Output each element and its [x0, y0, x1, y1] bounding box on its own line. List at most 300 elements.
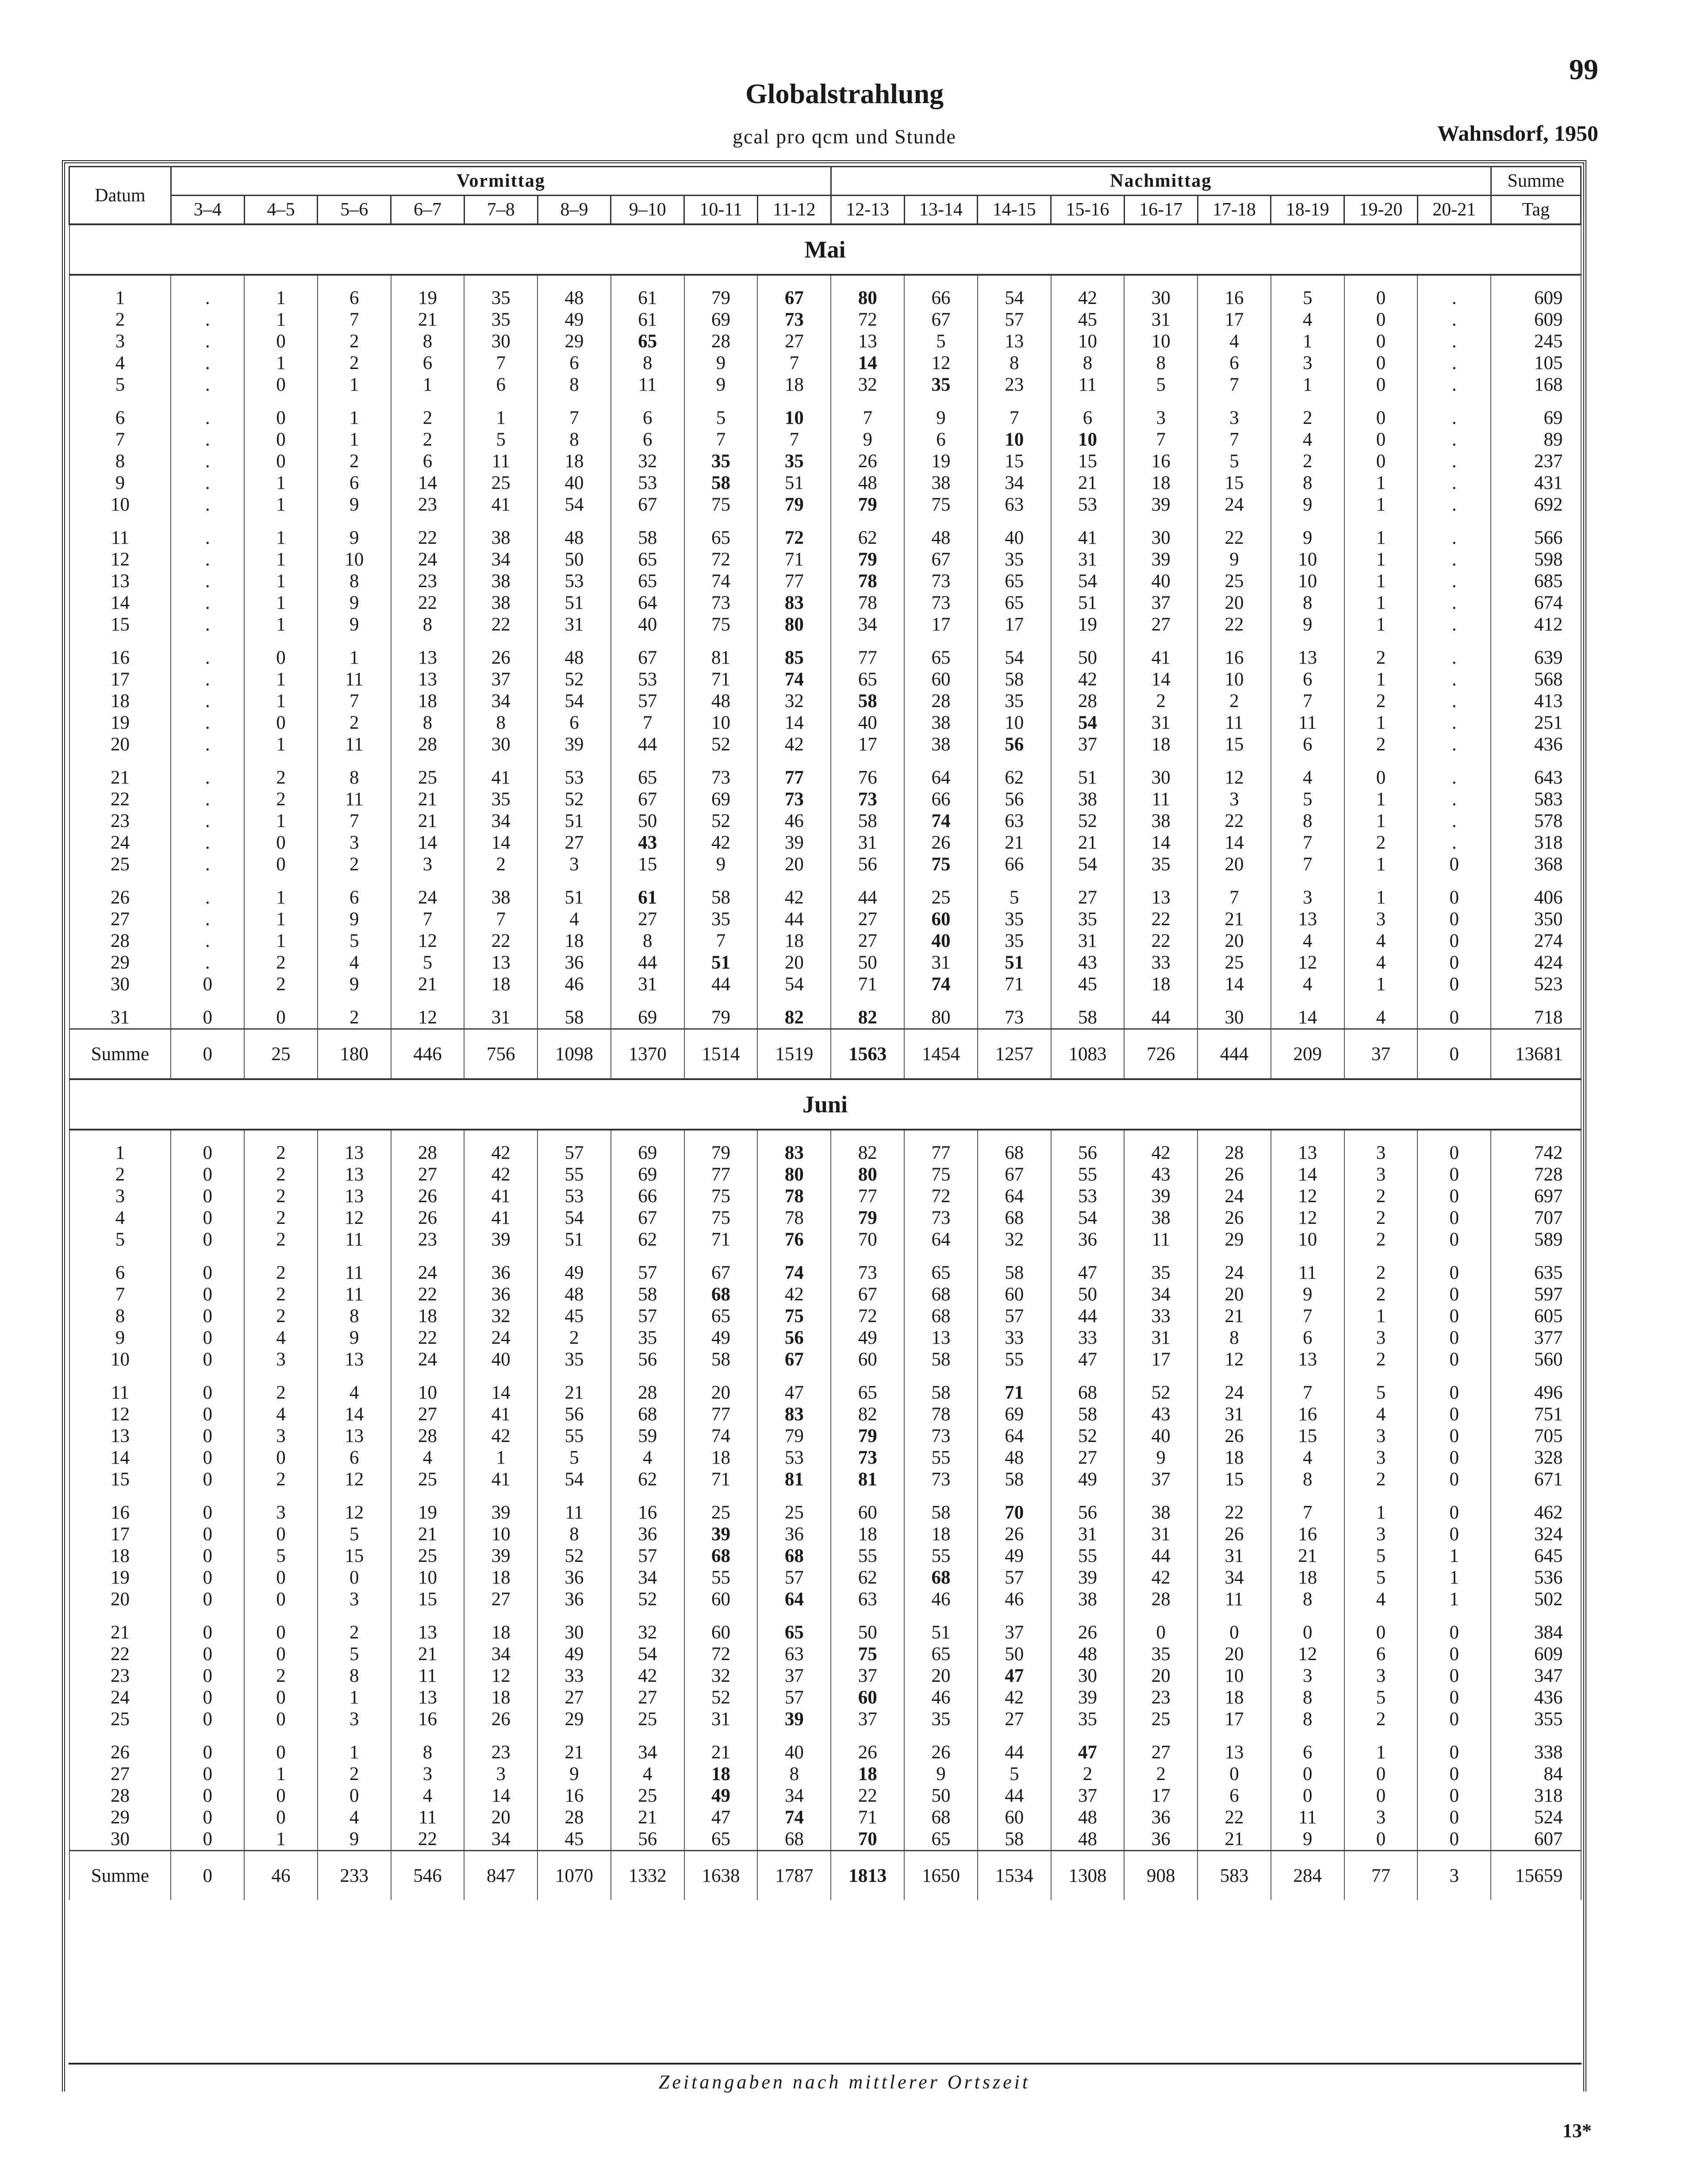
day-total-cell: 697	[1491, 1185, 1581, 1207]
day-total-cell: 671	[1491, 1469, 1581, 1490]
value-cell: 80	[757, 614, 831, 635]
day-total-cell: 536	[1491, 1567, 1581, 1588]
value-cell: 25	[1198, 570, 1271, 592]
value-cell: 1	[1344, 614, 1418, 635]
value-cell: 44	[1051, 1305, 1125, 1327]
date-cell: 17	[69, 1523, 171, 1545]
value-cell: 20	[757, 952, 831, 973]
value-cell: 35	[464, 309, 537, 331]
value-cell: 0	[1344, 450, 1418, 472]
value-cell: 39	[684, 1523, 758, 1545]
value-cell: 1	[244, 669, 318, 690]
table-row	[69, 1305, 1581, 1327]
date-cell: 28	[69, 930, 171, 952]
date-cell: 1	[69, 287, 171, 309]
value-cell: 21	[684, 1742, 758, 1763]
value-cell: 51	[757, 472, 831, 494]
value-cell: 9	[1271, 527, 1344, 549]
sum-cell: 77	[1344, 1851, 1418, 1900]
value-cell: 35	[1124, 1262, 1198, 1284]
value-cell: 15	[978, 450, 1051, 472]
table-row	[69, 1207, 1581, 1229]
value-cell: .	[171, 952, 244, 973]
value-cell: 13	[1271, 1349, 1344, 1370]
value-cell: 50	[611, 810, 684, 832]
value-cell: 57	[611, 1545, 684, 1567]
value-cell: 44	[831, 887, 904, 908]
value-cell: 81	[831, 1469, 904, 1490]
value-cell: .	[171, 494, 244, 515]
value-cell: 2	[318, 1007, 391, 1029]
value-cell: 13	[1198, 1742, 1271, 1763]
value-cell: 60	[684, 1588, 758, 1610]
value-cell: 12	[1271, 1207, 1344, 1229]
value-cell: 20	[1124, 1665, 1198, 1687]
value-cell: 13	[391, 669, 464, 690]
value-cell: 34	[464, 1643, 537, 1665]
value-cell: 22	[1198, 810, 1271, 832]
day-total-cell: 523	[1491, 973, 1581, 995]
table-row	[69, 1142, 1581, 1164]
value-cell: 73	[904, 1469, 978, 1490]
value-cell: 34	[1198, 1567, 1271, 1588]
value-cell: 5	[1344, 1382, 1418, 1403]
value-cell: 0	[171, 1502, 244, 1523]
value-cell: 0	[244, 712, 318, 734]
value-cell: 48	[684, 690, 758, 712]
value-cell: 54	[537, 1207, 611, 1229]
value-cell: 34	[611, 1742, 684, 1763]
value-cell: 9	[318, 1828, 391, 1851]
value-cell: 54	[1051, 570, 1125, 592]
value-cell: 2	[1344, 1229, 1418, 1250]
value-cell: 1	[244, 734, 318, 755]
value-cell: 0	[1417, 930, 1491, 952]
value-cell: 2	[244, 1164, 318, 1185]
value-cell: .	[1417, 788, 1491, 810]
table-row	[69, 1425, 1581, 1447]
hour-header-row	[69, 196, 1581, 225]
value-cell: 13	[1271, 647, 1344, 669]
value-cell: 2	[244, 952, 318, 973]
table-row	[69, 712, 1581, 734]
value-cell: 71	[684, 669, 758, 690]
value-cell: 27	[1051, 1447, 1125, 1469]
value-cell: 40	[1124, 570, 1198, 592]
value-cell: 16	[611, 1502, 684, 1523]
value-cell: 65	[757, 1622, 831, 1643]
value-cell: 15	[1051, 450, 1125, 472]
value-cell: 9	[318, 592, 391, 614]
value-cell: 12	[391, 930, 464, 952]
value-cell: 0	[244, 1567, 318, 1588]
value-cell: 11	[391, 1665, 464, 1687]
value-cell: 2	[244, 1207, 318, 1229]
day-total-cell: 598	[1491, 549, 1581, 570]
value-cell: 53	[611, 472, 684, 494]
nachmittag-header: Nachmittag	[831, 167, 1491, 196]
value-cell: 55	[1051, 1164, 1125, 1185]
value-cell: 14	[831, 352, 904, 374]
value-cell: 73	[904, 1207, 978, 1229]
value-cell: 57	[611, 1305, 684, 1327]
value-cell: 11	[1051, 374, 1125, 396]
value-cell: 28	[684, 331, 758, 352]
value-cell: 0	[171, 1588, 244, 1610]
value-cell: 68	[684, 1545, 758, 1567]
value-cell: 58	[904, 1382, 978, 1403]
day-total-cell: 597	[1491, 1284, 1581, 1305]
table-row	[69, 1327, 1581, 1349]
value-cell: 19	[391, 1502, 464, 1523]
value-cell: 52	[1051, 810, 1125, 832]
date-cell: 28	[69, 1785, 171, 1807]
value-cell: 20	[904, 1665, 978, 1687]
value-cell: 42	[464, 1164, 537, 1185]
value-cell: 0	[1417, 1284, 1491, 1305]
sum-cell: 25	[244, 1029, 318, 1080]
value-cell: 14	[1198, 973, 1271, 995]
value-cell: 69	[684, 788, 758, 810]
value-cell: 33	[1051, 1327, 1125, 1349]
sum-cell: 1070	[537, 1851, 611, 1900]
value-cell: 13	[1124, 887, 1198, 908]
value-cell: 39	[1051, 1567, 1125, 1588]
tag-header: Tag	[1491, 196, 1581, 225]
value-cell: 21	[978, 832, 1051, 854]
value-cell: .	[171, 854, 244, 875]
value-cell: 2	[1344, 1349, 1418, 1370]
value-cell: 67	[757, 287, 831, 309]
day-total-cell: 609	[1491, 1643, 1581, 1665]
value-cell: 73	[904, 570, 978, 592]
value-cell: 33	[1124, 1305, 1198, 1327]
value-cell: 74	[684, 570, 758, 592]
value-cell: 59	[611, 1425, 684, 1447]
date-cell: 10	[69, 1349, 171, 1370]
value-cell: 54	[537, 494, 611, 515]
value-cell: 1	[244, 472, 318, 494]
value-cell: 6	[1271, 1742, 1344, 1763]
value-cell: 27	[1124, 614, 1198, 635]
value-cell: 58	[831, 690, 904, 712]
date-cell: 15	[69, 614, 171, 635]
value-cell: 8	[1271, 810, 1344, 832]
table-row	[69, 1828, 1581, 1851]
value-cell: 43	[1124, 1164, 1198, 1185]
value-cell: 1	[1344, 494, 1418, 515]
sum-cell: 3	[1417, 1851, 1491, 1900]
value-cell: 78	[831, 570, 904, 592]
value-cell: 25	[684, 1502, 758, 1523]
value-cell: 26	[1198, 1207, 1271, 1229]
value-cell: 73	[978, 1007, 1051, 1029]
value-cell: 0	[1344, 429, 1418, 450]
value-cell: 0	[1344, 1622, 1418, 1643]
value-cell: 0	[244, 1807, 318, 1828]
value-cell: 17	[1124, 1349, 1198, 1370]
value-cell: 3	[464, 1763, 537, 1785]
value-cell: 38	[904, 712, 978, 734]
value-cell: 0	[171, 1665, 244, 1687]
sum-cell: 446	[391, 1029, 464, 1080]
value-cell: 10	[1198, 1665, 1271, 1687]
value-cell: 58	[611, 1284, 684, 1305]
value-cell: 75	[904, 1164, 978, 1185]
value-cell: 2	[244, 767, 318, 788]
value-cell: 32	[684, 1665, 758, 1687]
value-cell: 5	[1124, 374, 1198, 396]
value-cell: 40	[757, 1742, 831, 1763]
value-cell: 4	[1198, 331, 1271, 352]
value-cell: 3	[318, 832, 391, 854]
value-cell: 64	[978, 1185, 1051, 1207]
value-cell: 4	[1344, 930, 1418, 952]
day-total-cell: 168	[1491, 374, 1581, 396]
value-cell: 0	[1417, 1469, 1491, 1490]
sum-cell: 180	[318, 1029, 391, 1080]
value-cell: 60	[684, 1622, 758, 1643]
value-cell: .	[1417, 832, 1491, 854]
value-cell: 5	[537, 1447, 611, 1469]
value-cell: 58	[537, 1007, 611, 1029]
value-cell: 2	[244, 1665, 318, 1687]
hour-header: 20-21	[1417, 196, 1491, 225]
value-cell: .	[1417, 810, 1491, 832]
sum-cell: 37	[1344, 1029, 1418, 1080]
value-cell: 60	[904, 669, 978, 690]
value-cell: 1	[244, 614, 318, 635]
value-cell: 67	[904, 549, 978, 570]
day-total-cell: 84	[1491, 1763, 1581, 1785]
value-cell: 17	[831, 734, 904, 755]
sum-cell: 1787	[757, 1851, 831, 1900]
value-cell: 64	[978, 1425, 1051, 1447]
date-cell: 22	[69, 1643, 171, 1665]
value-cell: 25	[1198, 952, 1271, 973]
value-cell: 7	[537, 407, 611, 429]
table-row	[69, 592, 1581, 614]
value-cell: 1	[244, 810, 318, 832]
value-cell: 15	[1271, 1425, 1344, 1447]
day-total-cell: 324	[1491, 1523, 1581, 1545]
date-cell: 8	[69, 1305, 171, 1327]
date-cell: 23	[69, 810, 171, 832]
sum-cell: 1813	[831, 1851, 904, 1900]
day-total-cell: 583	[1491, 788, 1581, 810]
value-cell: .	[171, 592, 244, 614]
value-cell: 47	[1051, 1262, 1125, 1284]
value-cell: 2	[244, 1142, 318, 1164]
value-cell: 0	[1417, 1142, 1491, 1164]
value-cell: 52	[684, 1687, 758, 1708]
value-cell: .	[171, 647, 244, 669]
value-cell: 13	[1271, 1142, 1344, 1164]
value-cell: 35	[1051, 1708, 1125, 1730]
value-cell: 67	[611, 647, 684, 669]
hour-header: 19-20	[1344, 196, 1418, 225]
value-cell: 34	[831, 614, 904, 635]
value-cell: 0	[1417, 973, 1491, 995]
value-cell: 22	[391, 1284, 464, 1305]
value-cell: 5	[318, 1643, 391, 1665]
value-cell: 34	[464, 810, 537, 832]
date-cell: 26	[69, 1742, 171, 1763]
value-cell: 0	[1417, 1447, 1491, 1469]
value-cell: 67	[978, 1164, 1051, 1185]
value-cell: 30	[1124, 767, 1198, 788]
value-cell: .	[171, 352, 244, 374]
value-cell: 75	[904, 494, 978, 515]
value-cell: 0	[1417, 1349, 1491, 1370]
value-cell: 1	[464, 407, 537, 429]
value-cell: 73	[904, 1425, 978, 1447]
value-cell: 0	[171, 1349, 244, 1370]
value-cell: 20	[1198, 592, 1271, 614]
value-cell: 0	[1417, 1622, 1491, 1643]
value-cell: 38	[1124, 1207, 1198, 1229]
value-cell: 58	[904, 1502, 978, 1523]
hour-header: 15-16	[1051, 196, 1125, 225]
value-cell: 44	[1124, 1545, 1198, 1567]
value-cell: 2	[244, 1382, 318, 1403]
value-cell: 52	[684, 810, 758, 832]
value-cell: 10	[978, 429, 1051, 450]
value-cell: 3	[1271, 352, 1344, 374]
table-row	[69, 832, 1581, 854]
value-cell: 64	[904, 767, 978, 788]
value-cell: 18	[1271, 1567, 1344, 1588]
value-cell: 57	[537, 1142, 611, 1164]
value-cell: 65	[978, 592, 1051, 614]
value-cell: 14	[1198, 832, 1271, 854]
value-cell: 28	[391, 734, 464, 755]
day-total-cell: 251	[1491, 712, 1581, 734]
value-cell: 63	[831, 1588, 904, 1610]
value-cell: 40	[611, 614, 684, 635]
date-cell: 9	[69, 472, 171, 494]
value-cell: 0	[171, 1828, 244, 1851]
value-cell: 55	[831, 1545, 904, 1567]
value-cell: 2	[318, 352, 391, 374]
value-cell: 46	[537, 973, 611, 995]
value-cell: 0	[171, 1763, 244, 1785]
value-cell: 47	[978, 1665, 1051, 1687]
day-total-cell: 692	[1491, 494, 1581, 515]
date-cell: 24	[69, 1687, 171, 1708]
value-cell: 64	[904, 1229, 978, 1250]
day-total-cell: 347	[1491, 1665, 1581, 1687]
value-cell: 21	[1198, 1305, 1271, 1327]
value-cell: 79	[684, 1142, 758, 1164]
value-cell: 56	[978, 734, 1051, 755]
value-cell: 56	[978, 788, 1051, 810]
day-total-cell: 643	[1491, 767, 1581, 788]
value-cell: 9	[1198, 549, 1271, 570]
table-row	[69, 669, 1581, 690]
value-cell: 27	[1051, 887, 1125, 908]
day-total-cell: 350	[1491, 908, 1581, 930]
value-cell: 2	[1344, 1185, 1418, 1207]
value-cell: 9	[684, 854, 758, 875]
value-cell: 47	[1051, 1349, 1125, 1370]
date-cell: 2	[69, 309, 171, 331]
value-cell: 75	[831, 1643, 904, 1665]
table-row	[69, 1229, 1581, 1250]
table-row	[69, 1763, 1581, 1785]
value-cell: 31	[1051, 930, 1125, 952]
value-cell: 4	[244, 1403, 318, 1425]
value-cell: 0	[1417, 1382, 1491, 1403]
value-cell: 80	[904, 1007, 978, 1029]
value-cell: 50	[831, 1622, 904, 1643]
value-cell: 32	[831, 374, 904, 396]
value-cell: 69	[978, 1403, 1051, 1425]
value-cell: .	[171, 614, 244, 635]
value-cell: 48	[1051, 1828, 1125, 1851]
date-cell: 29	[69, 952, 171, 973]
value-cell: 3	[1124, 407, 1198, 429]
value-cell: 19	[391, 287, 464, 309]
value-cell: 37	[831, 1665, 904, 1687]
value-cell: 7	[318, 309, 391, 331]
value-cell: .	[1417, 570, 1491, 592]
value-cell: 12	[318, 1207, 391, 1229]
value-cell: 5	[904, 331, 978, 352]
value-cell: 0	[1417, 1425, 1491, 1447]
signature-mark: 13*	[1562, 2120, 1592, 2142]
value-cell: 39	[1124, 494, 1198, 515]
value-cell: 38	[464, 527, 537, 549]
value-cell: 82	[831, 1142, 904, 1164]
value-cell: 4	[391, 1785, 464, 1807]
value-cell: 80	[757, 1164, 831, 1185]
value-cell: 57	[978, 309, 1051, 331]
value-cell: 74	[684, 1425, 758, 1447]
value-cell: 0	[1344, 331, 1418, 352]
value-cell: 26	[978, 1523, 1051, 1545]
value-cell: 25	[611, 1708, 684, 1730]
table-row	[69, 1588, 1581, 1610]
hour-header: 12-13	[831, 196, 904, 225]
value-cell: 0	[1417, 1807, 1491, 1828]
day-total-cell: 318	[1491, 832, 1581, 854]
sum-cell: 1534	[978, 1851, 1051, 1900]
value-cell: 60	[831, 1687, 904, 1708]
value-cell: 38	[1124, 810, 1198, 832]
value-cell: 18	[831, 1763, 904, 1785]
value-cell: 1	[244, 887, 318, 908]
value-cell: 3	[1344, 1164, 1418, 1185]
value-cell: 58	[978, 1828, 1051, 1851]
table-row	[69, 1284, 1581, 1305]
value-cell: 0	[171, 1523, 244, 1545]
value-cell: 8	[318, 570, 391, 592]
bottom-rule	[69, 2063, 1582, 2065]
value-cell: 0	[244, 1588, 318, 1610]
value-cell: 13	[318, 1185, 391, 1207]
value-cell: 7	[318, 690, 391, 712]
value-cell: 48	[537, 287, 611, 309]
value-cell: 41	[464, 1185, 537, 1207]
value-cell: 56	[831, 854, 904, 875]
date-cell: 14	[69, 592, 171, 614]
value-cell: 15	[1198, 734, 1271, 755]
value-cell: 17	[978, 614, 1051, 635]
value-cell: 1	[464, 1447, 537, 1469]
value-cell: 14	[757, 712, 831, 734]
value-cell: 10	[684, 712, 758, 734]
